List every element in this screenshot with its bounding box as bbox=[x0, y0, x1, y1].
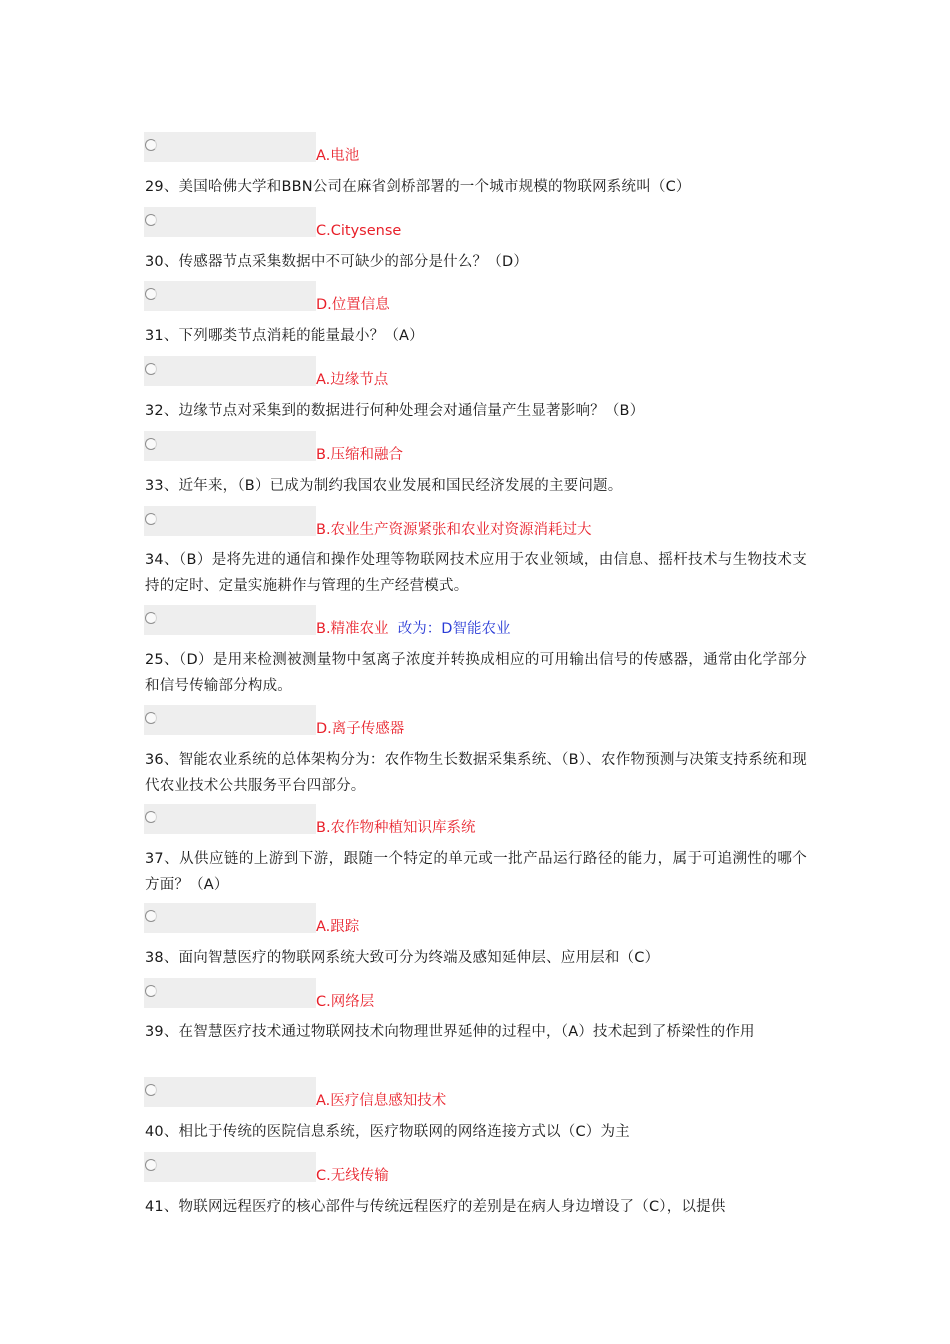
question-text: 38、面向智慧医疗的物联网系统大致可分为终端及感知延伸层、应用层和（C） bbox=[145, 950, 660, 966]
question-text: 39、在智慧医疗技术通过物联网技术向物理世界延伸的过程中，（A）技术起到了桥梁性的作用 bbox=[145, 1024, 755, 1040]
option-box bbox=[144, 705, 316, 735]
option-box bbox=[144, 207, 316, 237]
option-box bbox=[144, 903, 316, 933]
radio-button[interactable] bbox=[145, 712, 157, 724]
radio-button[interactable] bbox=[145, 1084, 157, 1096]
option-box bbox=[144, 132, 316, 162]
option-box bbox=[144, 1152, 316, 1182]
option-box bbox=[144, 281, 316, 311]
question-text: 34、（B）是将先进的通信和操作处理等物联网技术应用于农业领域，由信息、摇杆技术与生物技术支持的定时、定量实施耕作与管理的生产经营模式。 bbox=[145, 552, 807, 594]
question-text: 29、美国哈佛大学和BBN公司在麻省剑桥部署的一个城市规模的物联网系统叫（C） bbox=[145, 179, 691, 195]
question-text: 37、从供应链的上游到下游，跟随一个特定的单元或一批产品运行路径的能力，属于可追溯性的哪个方面？（A） bbox=[145, 851, 807, 893]
radio-button[interactable] bbox=[145, 438, 157, 450]
answer-text: C.无线传输 bbox=[316, 1168, 389, 1184]
radio-button[interactable] bbox=[145, 811, 157, 823]
option-box bbox=[144, 356, 316, 386]
radio-button[interactable] bbox=[145, 513, 157, 525]
question-text: 25、（D）是用来检测被测量物中氢离子浓度并转换成相应的可用输出信号的传感器，通常由化学部分和信号传输部分构成。 bbox=[145, 652, 807, 694]
question-text: 31、下列哪类节点消耗的能量最小？（A） bbox=[145, 328, 424, 344]
option-box bbox=[144, 605, 316, 635]
answer-text: A.电池 bbox=[316, 148, 360, 164]
radio-button[interactable] bbox=[145, 985, 157, 997]
answer-text: A.医疗信息感知技术 bbox=[316, 1093, 447, 1109]
question-text: 33、近年来，（B）已成为制约我国农业发展和国民经济发展的主要问题。 bbox=[145, 478, 623, 494]
answer-text: B.农作物种植知识库系统 bbox=[316, 820, 476, 836]
answer-text: D.离子传感器 bbox=[316, 721, 405, 737]
answer-text: B.农业生产资源紧张和农业对资源消耗过大 bbox=[316, 522, 592, 538]
radio-button[interactable] bbox=[145, 363, 157, 375]
correction-note: 改为：D智能农业 bbox=[397, 621, 511, 637]
question-text: 40、相比于传统的医院信息系统，医疗物联网的网络连接方式以（C）为主 bbox=[145, 1124, 630, 1140]
option-box bbox=[144, 804, 316, 834]
radio-button[interactable] bbox=[145, 139, 157, 151]
radio-button[interactable] bbox=[145, 1159, 157, 1171]
question-text: 36、智能农业系统的总体架构分为：农作物生长数据采集系统、（B）、农作物预测与决策支持系统和现代农业技术公共服务平台四部分。 bbox=[145, 752, 807, 794]
radio-button[interactable] bbox=[145, 214, 157, 226]
answer-text: B.压缩和融合 bbox=[316, 447, 404, 463]
option-box bbox=[144, 1077, 316, 1107]
answer-text: A.边缘节点 bbox=[316, 372, 389, 388]
answer-text: C.网络层 bbox=[316, 994, 375, 1010]
answer-text: A.跟踪 bbox=[316, 919, 360, 935]
question-text: 30、传感器节点采集数据中不可缺少的部分是什么？（D） bbox=[145, 254, 529, 270]
question-text: 32、边缘节点对采集到的数据进行何种处理会对通信量产生显著影响？（B） bbox=[145, 403, 645, 419]
option-box bbox=[144, 431, 316, 461]
question-text: 41、物联网远程医疗的核心部件与传统远程医疗的差别是在病人身边增设了（C），以提供 bbox=[145, 1199, 726, 1215]
option-box bbox=[144, 978, 316, 1008]
option-box bbox=[144, 506, 316, 536]
radio-button[interactable] bbox=[145, 288, 157, 300]
radio-button[interactable] bbox=[145, 612, 157, 624]
answer-text: C.Citysense bbox=[316, 223, 402, 239]
answer-text: B.精准农业 改为：D智能农业 bbox=[316, 621, 511, 637]
answer-text: D.位置信息 bbox=[316, 297, 390, 313]
radio-button[interactable] bbox=[145, 910, 157, 922]
